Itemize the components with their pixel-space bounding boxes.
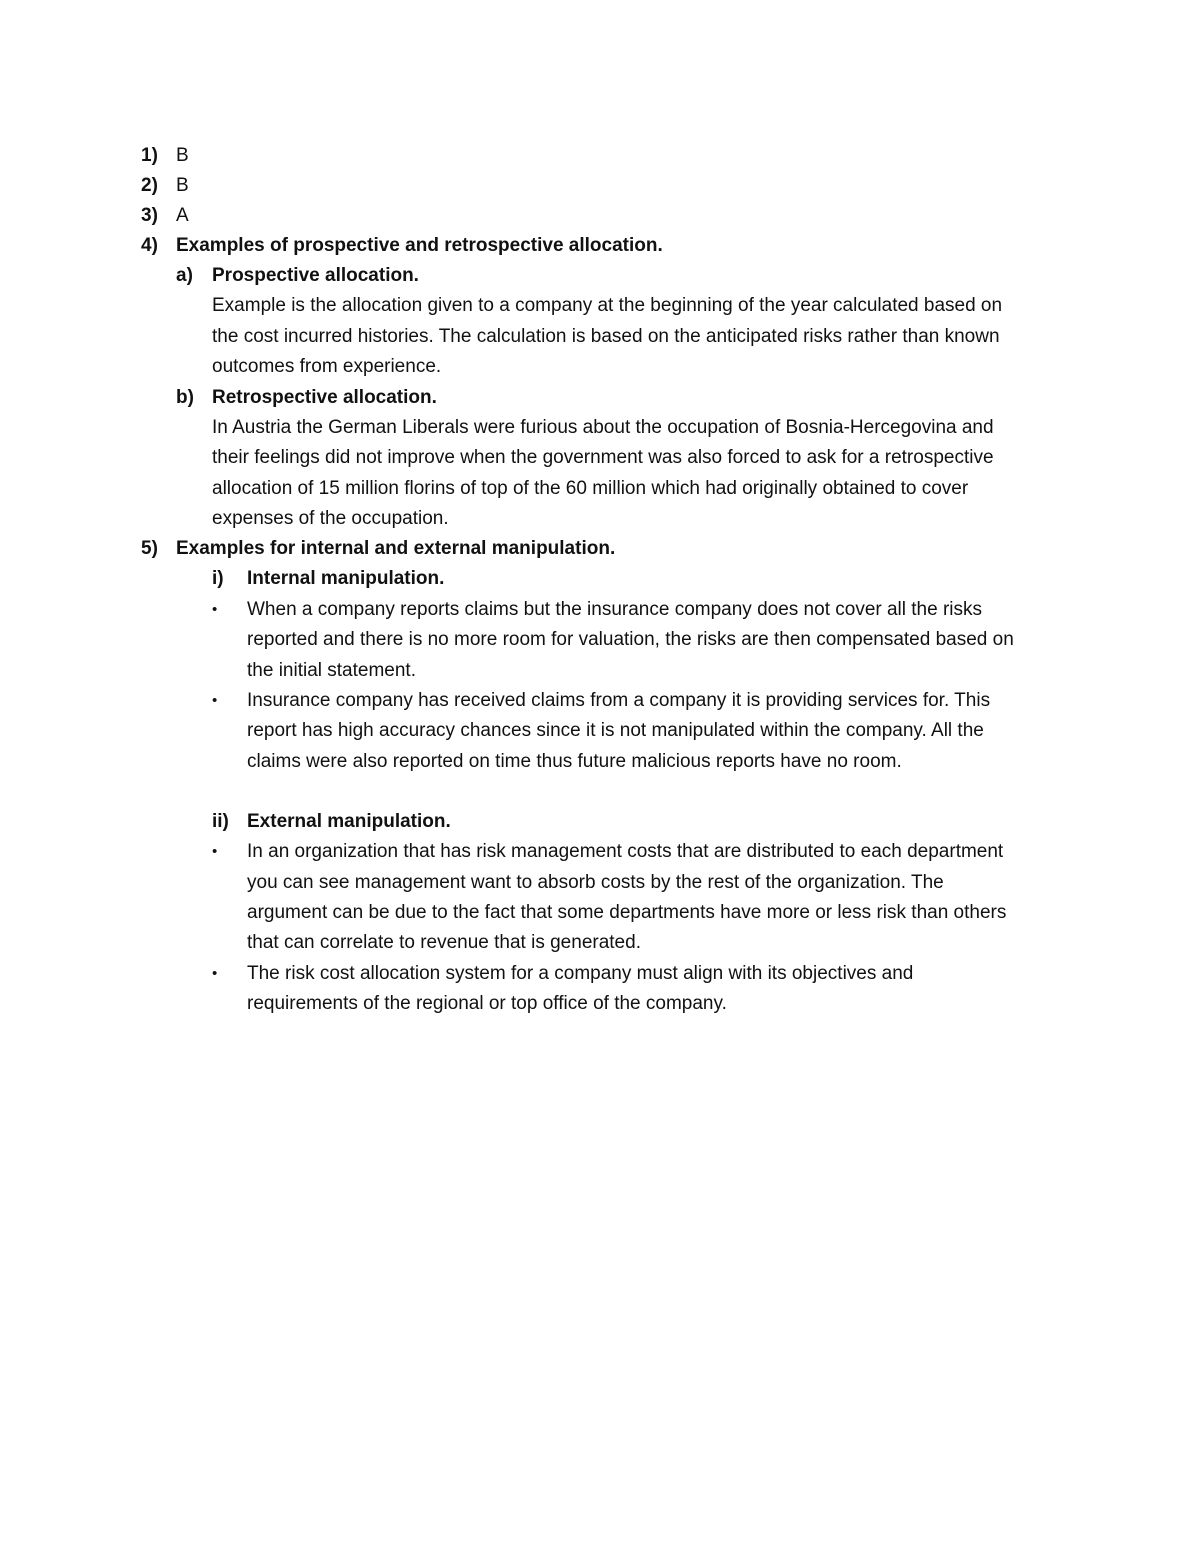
subsection-heading: Retrospective allocation.: [212, 387, 437, 408]
bullet-text: report has high accuracy chances since it is not manipulated within the company. All the: [247, 720, 984, 741]
sub-item-roman: i): [212, 568, 224, 589]
paragraph-text: outcomes from experience.: [212, 356, 442, 377]
paragraph-text: allocation of 15 million florins of top of the 60 million which had originally obtained to cover: [212, 478, 969, 499]
paragraph-text: the cost incurred histories. The calculation is based on the anticipated risks rather than known: [212, 326, 1000, 347]
bullet-text: In an organization that has risk management costs that are distributed to each department: [247, 841, 1004, 862]
subsection-heading: External manipulation.: [247, 811, 451, 832]
answer-text: B: [176, 145, 189, 166]
item-number: 2): [141, 175, 158, 196]
answer-text: B: [176, 175, 189, 196]
paragraph-text: In Austria the German Liberals were furious about the occupation of Bosnia-Hercegovina and: [212, 417, 994, 438]
bullet-text: claims were also reported on time thus future malicious reports have no room.: [247, 751, 902, 772]
answer-text: A: [176, 205, 189, 226]
bullet-icon: •: [212, 965, 218, 982]
item-number: 3): [141, 205, 158, 226]
bullet-icon: •: [212, 692, 218, 709]
bullet-text: requirements of the regional or top office of the company.: [247, 993, 727, 1014]
bullet-text: Insurance company has received claims from a company it is providing services for. This: [247, 690, 991, 711]
section-heading: Examples of prospective and retrospective allocation.: [176, 235, 663, 256]
paragraph-text: their feelings did not improve when the government was also forced to ask for a retrospective: [212, 447, 994, 468]
section-heading: Examples for internal and external manipulation.: [176, 538, 616, 559]
bullet-text: argument can be due to the fact that some departments have more or less risk than others: [247, 902, 1007, 923]
bullet-text: you can see management want to absorb costs by the rest of the organization. The: [247, 872, 944, 893]
bullet-text: The risk cost allocation system for a company must align with its objectives and: [247, 963, 914, 984]
subsection-heading: Internal manipulation.: [247, 568, 445, 589]
item-number: 5): [141, 538, 158, 559]
paragraph-text: expenses of the occupation.: [212, 508, 449, 529]
item-number: 1): [141, 145, 158, 166]
bullet-text: the initial statement.: [247, 660, 416, 681]
paragraph-text: Example is the allocation given to a company at the beginning of the year calculated based on: [212, 295, 1003, 316]
bullet-text: When a company reports claims but the insurance company does not cover all the risks: [247, 599, 983, 620]
bullet-icon: •: [212, 843, 218, 860]
sub-item-letter: b): [176, 387, 194, 408]
bullet-text: that can correlate to revenue that is generated.: [247, 932, 641, 953]
sub-item-letter: a): [176, 265, 193, 286]
subsection-heading: Prospective allocation.: [212, 265, 419, 286]
item-number: 4): [141, 235, 158, 256]
bullet-text: reported and there is no more room for valuation, the risks are then compensated based on: [247, 629, 1014, 650]
sub-item-roman: ii): [212, 811, 229, 832]
bullet-icon: •: [212, 601, 218, 618]
